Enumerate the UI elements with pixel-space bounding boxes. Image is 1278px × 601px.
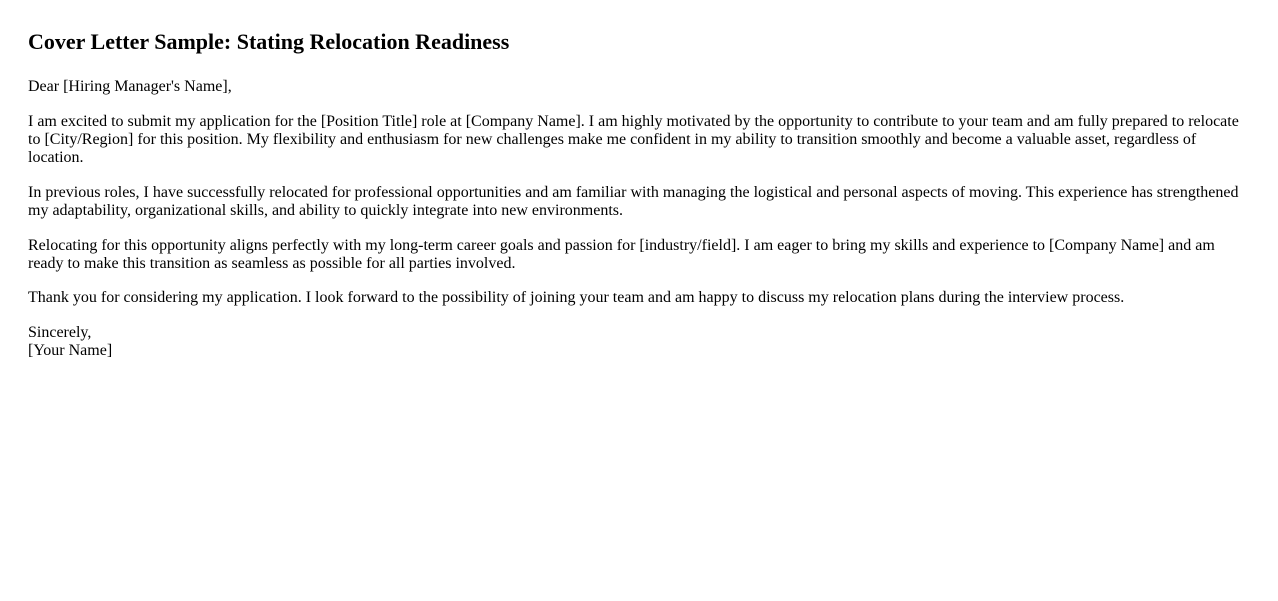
closing-block bbox=[28, 324, 1250, 361]
page-title: Cover Letter Sample: Stating Relocation Readiness bbox=[28, 29, 510, 54]
body-paragraph-4: Thank you for considering my application. I look forward to the possibility of joining your team and am happy to discuss my relocation plans during the interview process. bbox=[28, 289, 1125, 307]
body-paragraph-3: Relocating for this opportunity aligns perfectly with my long-term career goals and passion for [industry/field]. I am eager to bring my skills and experience to [Company Name] and am ready to make this transition as seamless as possible for all parties involved. bbox=[28, 236, 1215, 272]
salutation-line: Dear [Hiring Manager's Name], bbox=[28, 78, 232, 96]
body-paragraph-2: In previous roles, I have successfully relocated for professional opportunities and am familiar with managing the logistical and personal aspects of moving. This experience has strengthened my adaptability, organizational skills, and ability to quickly integrate into new environments. bbox=[28, 183, 1239, 220]
valediction-line: Sincerely, bbox=[28, 323, 92, 341]
signature-placeholder: [Your Name] bbox=[28, 342, 113, 360]
body-paragraph-1: I am excited to submit my application for the [Position Title] role at [Company Name]. I am highly motivated by the opportunity to contribute to your team and am fully prepared to relocate to [City/Region] for this position. My flexibility and enthusiasm for new challenges make me confident in my ability to transition smoothly and become a valuable asset, regardless of location. bbox=[28, 112, 1239, 167]
